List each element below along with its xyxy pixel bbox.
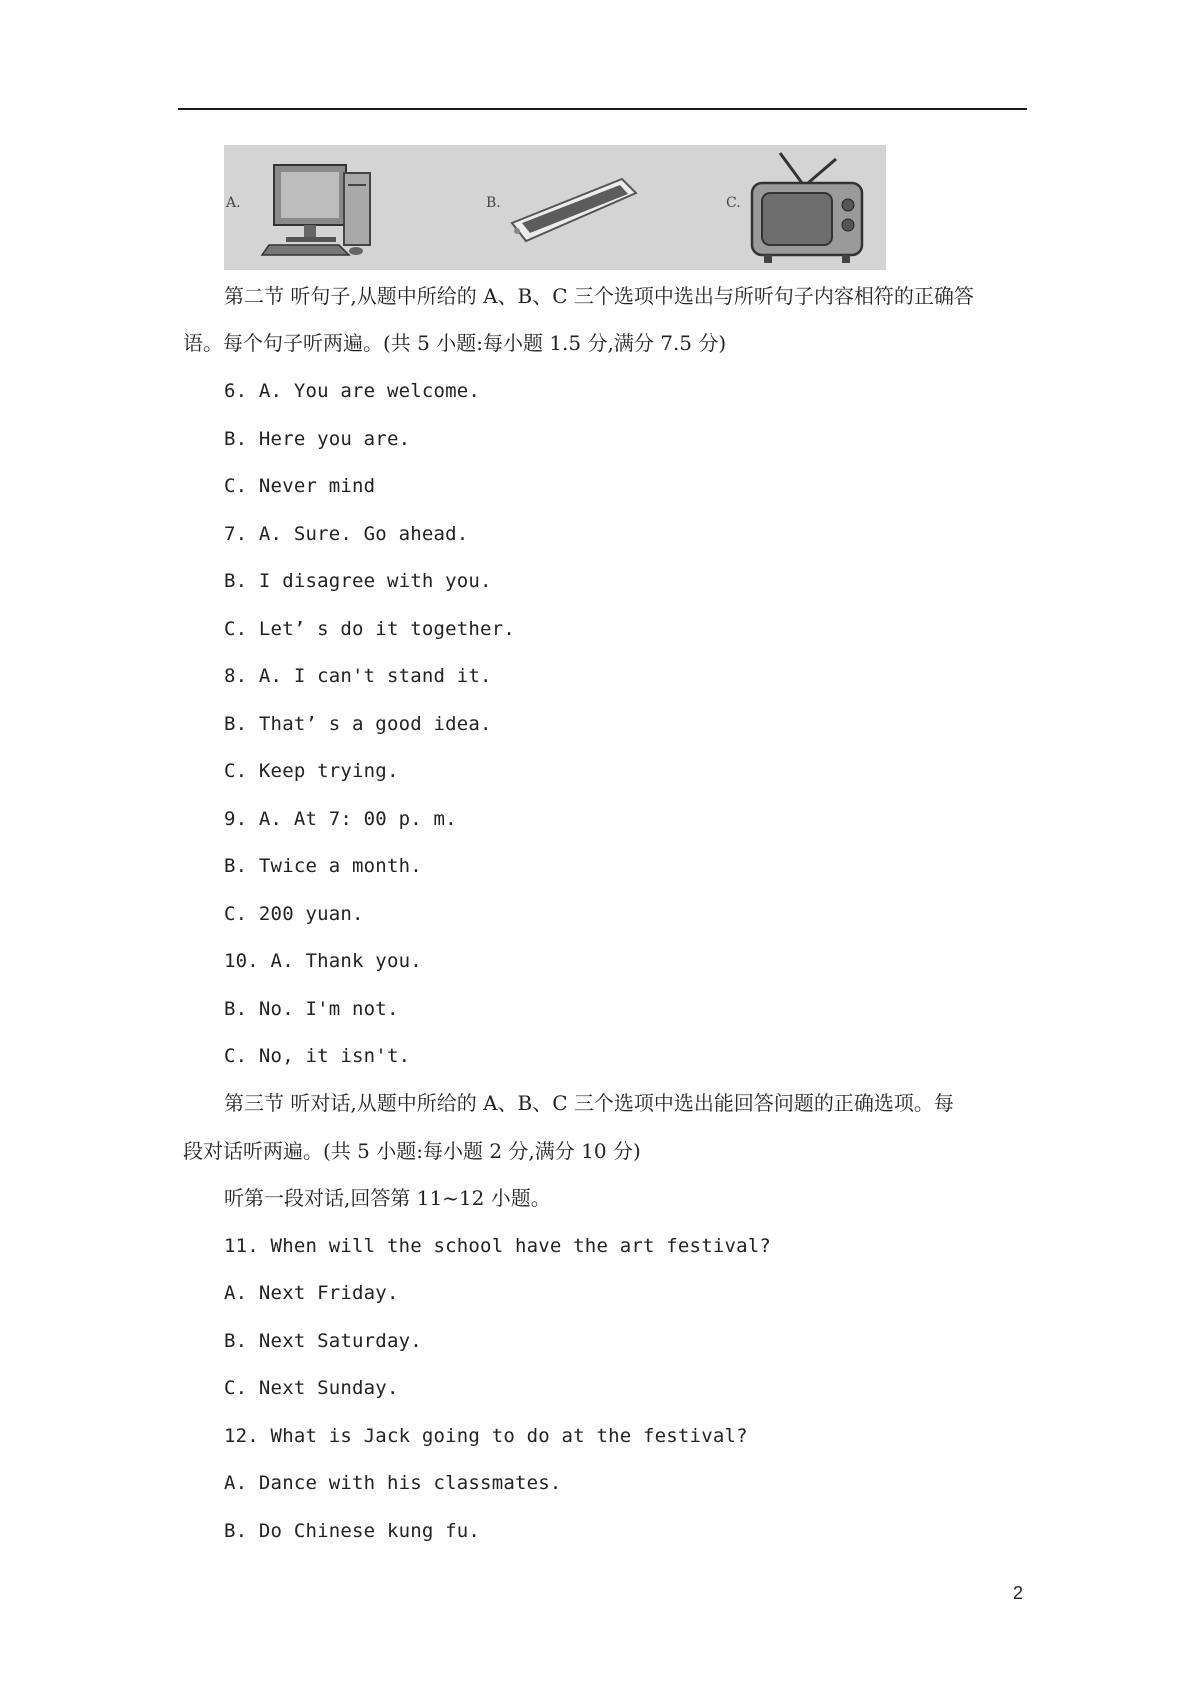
question-8-option-b: B. That’ s a good idea. <box>224 713 492 735</box>
question-9-option-c: C. 200 yuan. <box>224 903 364 925</box>
question-11-option-a: A. Next Friday. <box>224 1282 399 1304</box>
question-8-option-a: 8. A. I can't stand it. <box>224 665 492 687</box>
option-b-label: B. <box>486 195 501 211</box>
option-a-label: A. <box>226 195 241 211</box>
question-10-option-b: B. No. I'm not. <box>224 998 399 1020</box>
question-6-option-a: 6. A. You are welcome. <box>224 380 481 402</box>
question-12-stem: 12. What is Jack going to do at the festival? <box>224 1425 748 1447</box>
question-6-option-b: B. Here you are. <box>224 428 411 450</box>
question-9-option-a: 9. A. At 7: 00 p. m. <box>224 808 457 830</box>
dialogue-1-intro: 听第一段对话,回答第 11~12 小题。 <box>224 1186 551 1210</box>
question-8-option-c: C. Keep trying. <box>224 760 399 782</box>
question-7-option-a: 7. A. Sure. Go ahead. <box>224 523 469 545</box>
question-10-option-a: 10. A. Thank you. <box>224 950 422 972</box>
section3-heading-line1: 第三节 听对话,从题中所给的 A、B、C 三个选项中选出能回答问题的正确选项。每 <box>224 1091 954 1115</box>
question-6-option-c: C. Never mind <box>224 475 376 497</box>
question-10-option-c: C. No, it isn't. <box>224 1045 411 1067</box>
header-rule <box>178 108 1027 110</box>
question-12-option-a: A. Dance with his classmates. <box>224 1472 562 1494</box>
section2-heading-line1: 第二节 听句子,从题中所给的 A、B、C 三个选项中选出与所听句子内容相符的正确答 <box>224 284 974 308</box>
option-c-label: C. <box>726 195 741 211</box>
question-12-option-b: B. Do Chinese kung fu. <box>224 1520 481 1542</box>
page-number: 2 <box>1013 1583 1024 1603</box>
question-picture-strip <box>224 145 886 270</box>
question-7-option-c: C. Let’ s do it together. <box>224 618 515 640</box>
question-11-stem: 11. When will the school have the art festival? <box>224 1235 772 1257</box>
question-9-option-b: B. Twice a month. <box>224 855 422 877</box>
section3-heading-line2: 段对话听两遍。(共 5 小题:每小题 2 分,满分 10 分) <box>183 1139 641 1163</box>
question-11-option-c: C. Next Sunday. <box>224 1377 399 1399</box>
question-7-option-b: B. I disagree with you. <box>224 570 492 592</box>
section2-heading-line2: 语。每个句子听两遍。(共 5 小题:每小题 1.5 分,满分 7.5 分) <box>183 331 727 355</box>
question-11-option-b: B. Next Saturday. <box>224 1330 422 1352</box>
